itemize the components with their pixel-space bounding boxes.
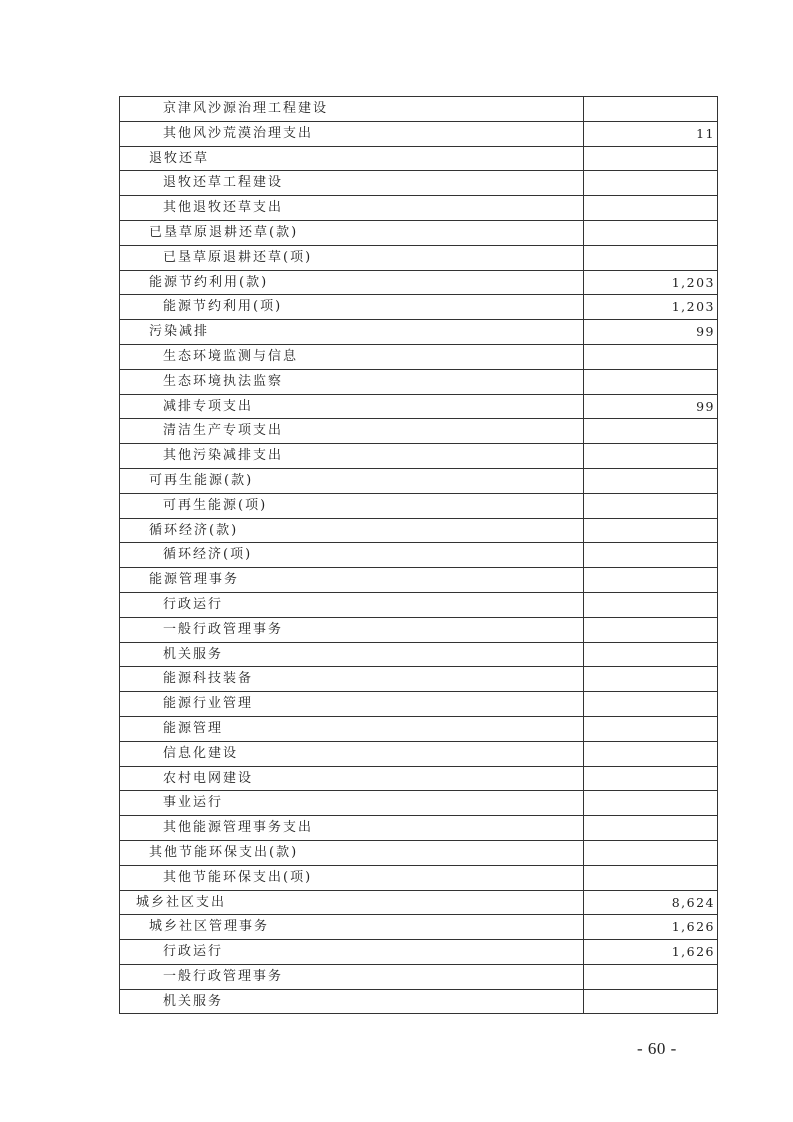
item-name-cell: 其他节能环保支出(项) <box>120 865 584 890</box>
table-row <box>120 97 718 122</box>
table-row <box>120 344 718 369</box>
table-row <box>120 915 718 940</box>
item-name-cell: 信息化建设 <box>120 741 584 766</box>
table-row <box>120 890 718 915</box>
item-name-cell: 能源管理事务 <box>120 568 584 593</box>
item-name-cell: 可再生能源(款) <box>120 468 584 493</box>
item-name-cell: 能源管理 <box>120 716 584 741</box>
amount-cell <box>584 146 718 171</box>
table-row <box>120 791 718 816</box>
table-row <box>120 940 718 965</box>
amount-cell <box>584 989 718 1014</box>
item-name-cell: 污染减排 <box>120 320 584 345</box>
item-name-cell: 其他退牧还草支出 <box>120 196 584 221</box>
item-name-cell: 城乡社区支出 <box>120 890 584 915</box>
table-row <box>120 369 718 394</box>
amount-cell: 1,203 <box>584 295 718 320</box>
table-row <box>120 964 718 989</box>
item-name-cell: 减排专项支出 <box>120 394 584 419</box>
amount-cell <box>584 468 718 493</box>
item-name-cell: 京津风沙源治理工程建设 <box>120 97 584 122</box>
table-body <box>120 97 718 1014</box>
item-name-cell: 其他节能环保支出(款) <box>120 840 584 865</box>
table-row <box>120 543 718 568</box>
amount-cell: 1,203 <box>584 270 718 295</box>
table-row <box>120 518 718 543</box>
amount-cell <box>584 642 718 667</box>
table-row <box>120 667 718 692</box>
table-row <box>120 642 718 667</box>
amount-cell <box>584 568 718 593</box>
amount-cell <box>584 716 718 741</box>
item-name-cell: 能源节约利用(款) <box>120 270 584 295</box>
table-row <box>120 989 718 1014</box>
table-row <box>120 592 718 617</box>
table-row <box>120 468 718 493</box>
amount-cell <box>584 741 718 766</box>
amount-cell: 99 <box>584 394 718 419</box>
amount-cell <box>584 592 718 617</box>
item-name-cell: 一般行政管理事务 <box>120 617 584 642</box>
amount-cell <box>584 344 718 369</box>
amount-cell <box>584 220 718 245</box>
amount-cell <box>584 667 718 692</box>
table-row <box>120 320 718 345</box>
table-row <box>120 493 718 518</box>
table-row <box>120 270 718 295</box>
table-row <box>120 295 718 320</box>
amount-cell <box>584 692 718 717</box>
amount-cell <box>584 97 718 122</box>
item-name-cell: 循环经济(款) <box>120 518 584 543</box>
item-name-cell: 清洁生产专项支出 <box>120 419 584 444</box>
table-row <box>120 220 718 245</box>
item-name-cell: 机关服务 <box>120 642 584 667</box>
amount-cell: 11 <box>584 121 718 146</box>
item-name-cell: 可再生能源(项) <box>120 493 584 518</box>
table-row <box>120 568 718 593</box>
amount-cell <box>584 816 718 841</box>
item-name-cell: 已垦草原退耕还草(项) <box>120 245 584 270</box>
item-name-cell: 能源节约利用(项) <box>120 295 584 320</box>
table-row <box>120 196 718 221</box>
budget-table <box>119 96 718 1014</box>
table-row <box>120 716 718 741</box>
table-row <box>120 617 718 642</box>
amount-cell <box>584 865 718 890</box>
table-row <box>120 419 718 444</box>
amount-cell <box>584 964 718 989</box>
item-name-cell: 其他风沙荒漠治理支出 <box>120 121 584 146</box>
item-name-cell: 其他污染减排支出 <box>120 444 584 469</box>
amount-cell <box>584 493 718 518</box>
table-row <box>120 394 718 419</box>
amount-cell <box>584 543 718 568</box>
table-row <box>120 816 718 841</box>
item-name-cell: 退牧还草 <box>120 146 584 171</box>
amount-cell <box>584 791 718 816</box>
table-row <box>120 692 718 717</box>
amount-cell <box>584 171 718 196</box>
item-name-cell: 其他能源管理事务支出 <box>120 816 584 841</box>
item-name-cell: 循环经济(项) <box>120 543 584 568</box>
amount-cell <box>584 196 718 221</box>
table-row <box>120 171 718 196</box>
amount-cell: 8,624 <box>584 890 718 915</box>
item-name-cell: 机关服务 <box>120 989 584 1014</box>
amount-cell <box>584 245 718 270</box>
table-row <box>120 121 718 146</box>
item-name-cell: 能源科技装备 <box>120 667 584 692</box>
item-name-cell: 农村电网建设 <box>120 766 584 791</box>
amount-cell <box>584 369 718 394</box>
table-row <box>120 444 718 469</box>
amount-cell: 99 <box>584 320 718 345</box>
table-row <box>120 766 718 791</box>
item-name-cell: 能源行业管理 <box>120 692 584 717</box>
item-name-cell: 生态环境执法监察 <box>120 369 584 394</box>
item-name-cell: 行政运行 <box>120 592 584 617</box>
table-row <box>120 146 718 171</box>
amount-cell <box>584 444 718 469</box>
page-number: - 60 - <box>637 1039 677 1058</box>
amount-cell <box>584 840 718 865</box>
amount-cell: 1,626 <box>584 940 718 965</box>
table-row <box>120 865 718 890</box>
table-row <box>120 741 718 766</box>
amount-cell <box>584 518 718 543</box>
item-name-cell: 生态环境监测与信息 <box>120 344 584 369</box>
amount-cell <box>584 766 718 791</box>
table-row <box>120 840 718 865</box>
amount-cell <box>584 617 718 642</box>
item-name-cell: 一般行政管理事务 <box>120 964 584 989</box>
amount-cell <box>584 419 718 444</box>
table-row <box>120 245 718 270</box>
item-name-cell: 退牧还草工程建设 <box>120 171 584 196</box>
item-name-cell: 事业运行 <box>120 791 584 816</box>
item-name-cell: 行政运行 <box>120 940 584 965</box>
amount-cell: 1,626 <box>584 915 718 940</box>
item-name-cell: 已垦草原退耕还草(款) <box>120 220 584 245</box>
item-name-cell: 城乡社区管理事务 <box>120 915 584 940</box>
